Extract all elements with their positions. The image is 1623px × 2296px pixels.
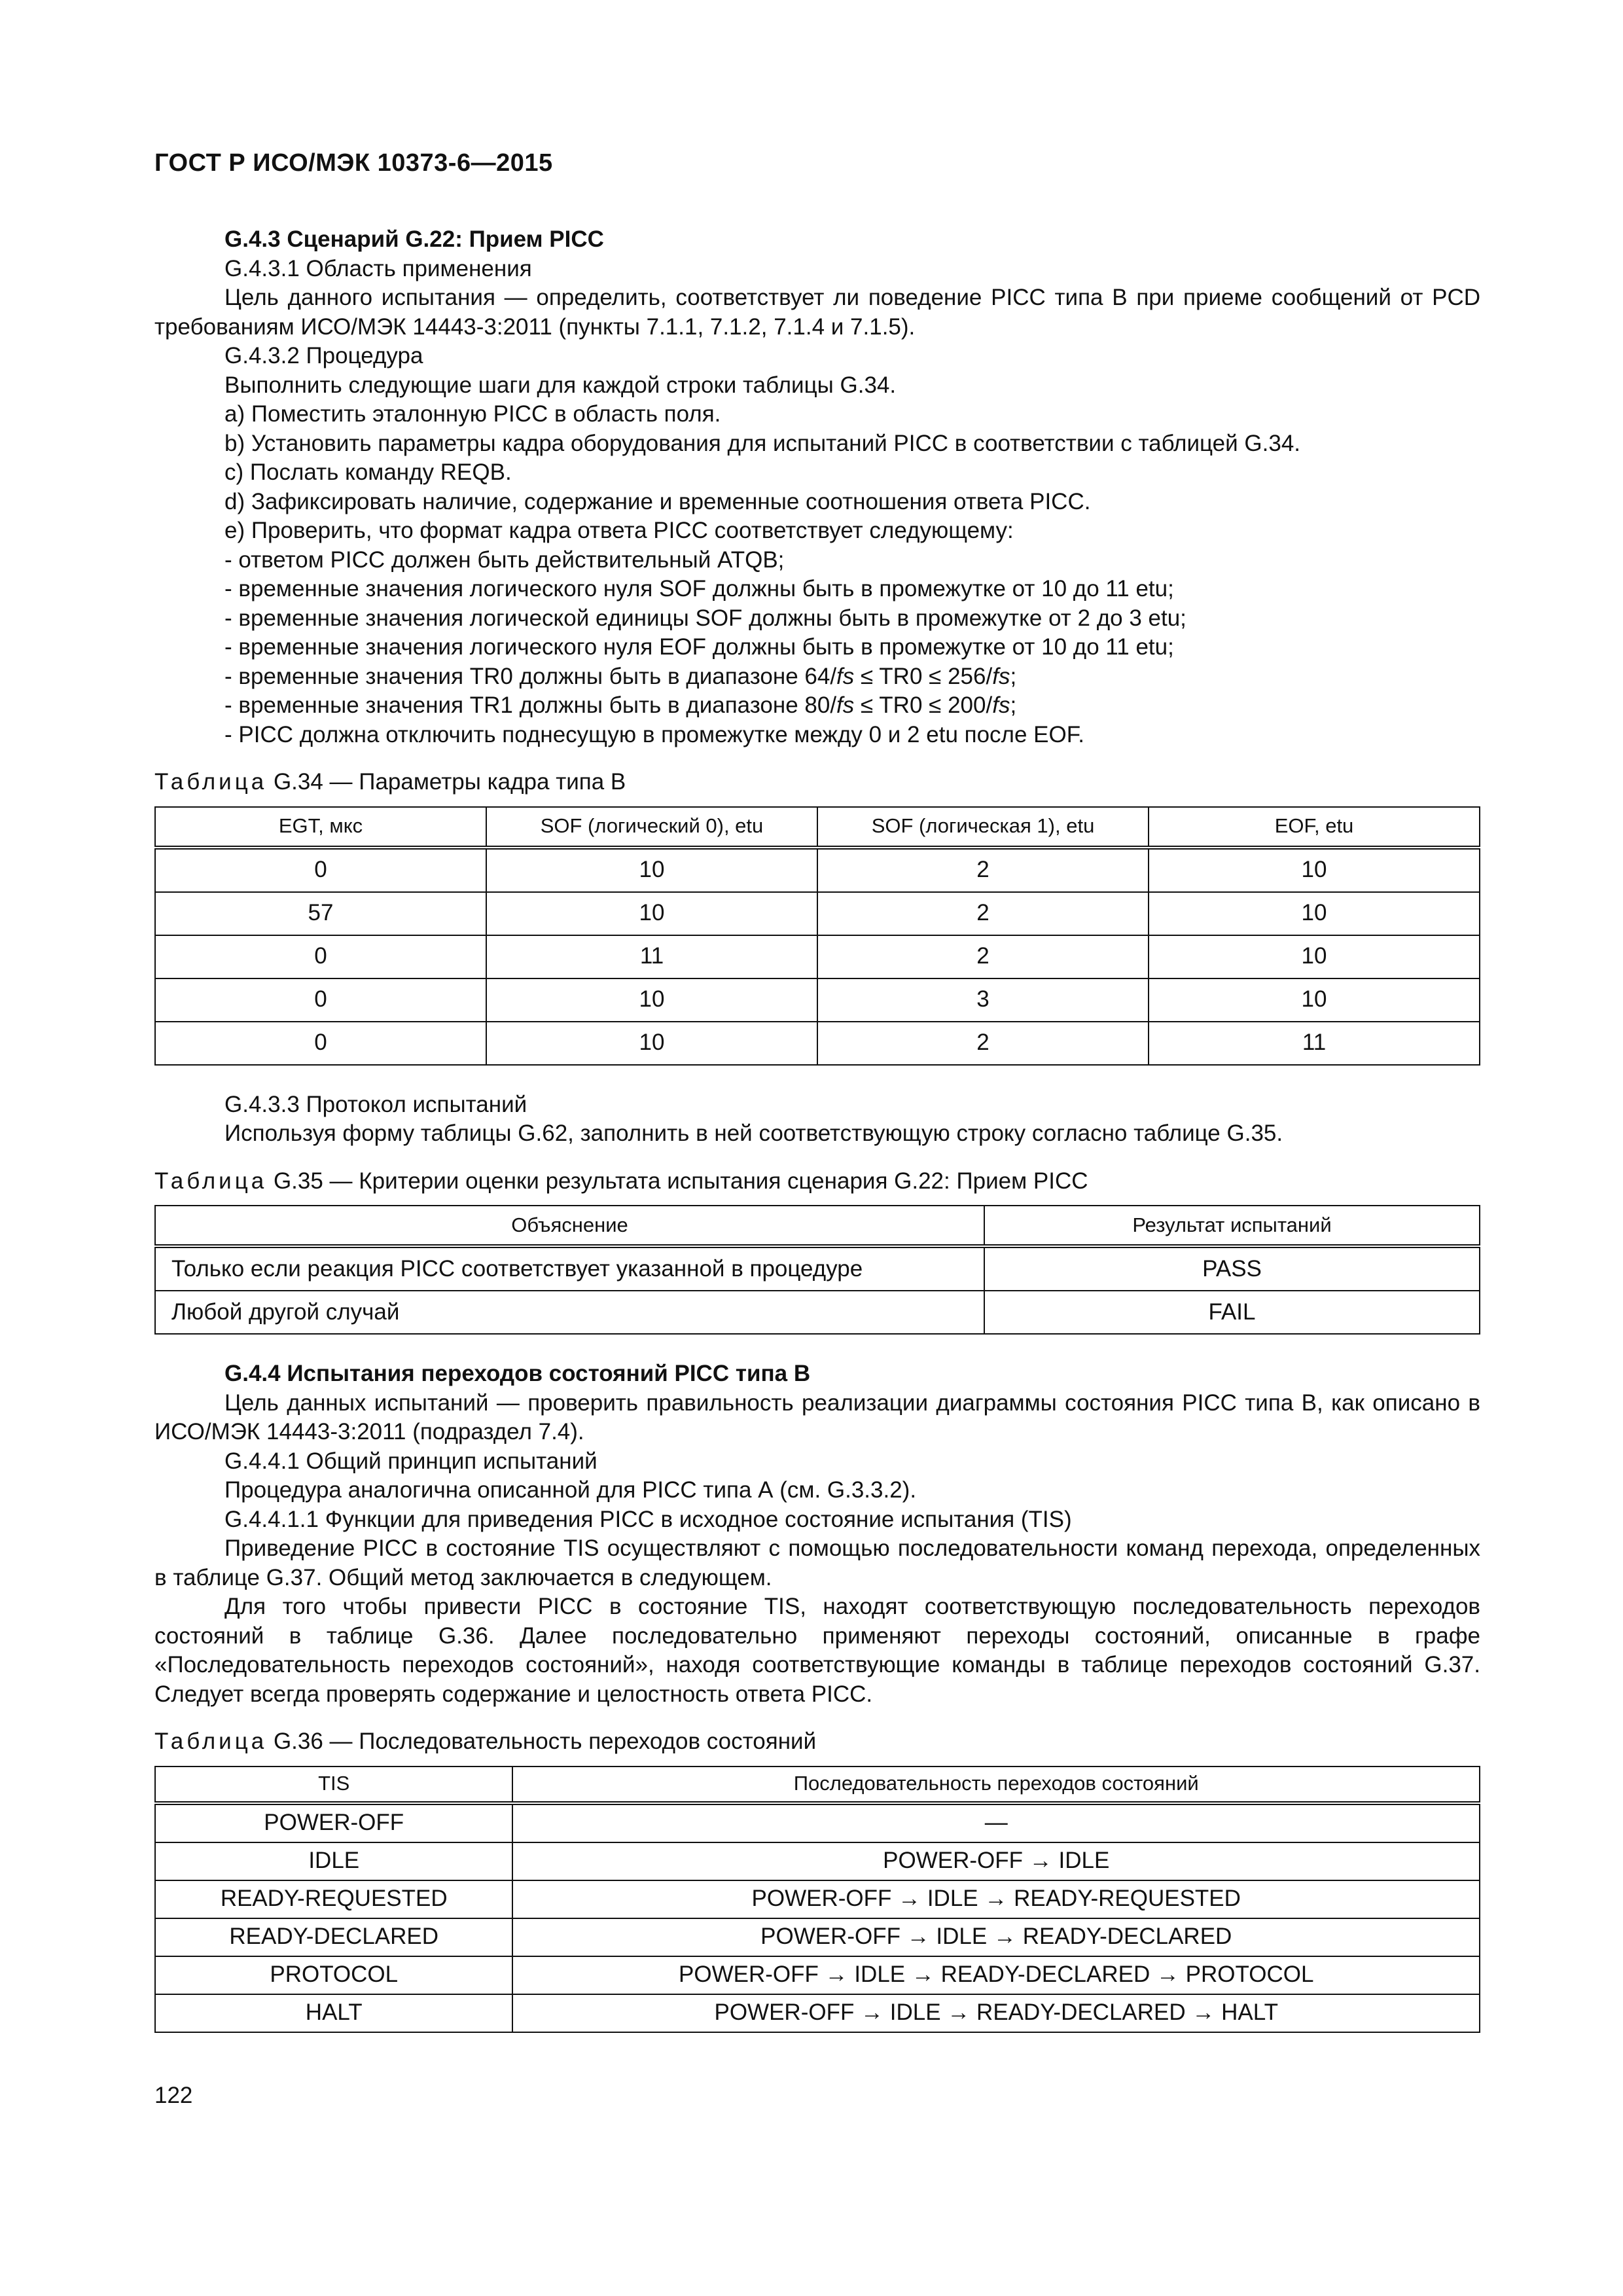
table-cell: 57 [155, 892, 486, 935]
subsection-title: G.4.4.1.1 Функции для приведения PICC в исходное состояние испытания (TIS) [224, 1506, 1072, 1532]
subsection-title: G.4.3.3 Протокол испытаний [224, 1091, 527, 1117]
paragraph: Для того чтобы привести PICC в состояние TIS, находят соответствующую последовательность переходов состояний в таблице G.36. Далее последовательно применяют переходы состояний, описанные в графе «Последовательность переходов состояний», находя соответствующие команды в таблице переходов состояний G.37. Следует всегда проверять содержание и целостность ответа PICC. [154, 1594, 1480, 1707]
table-cell: 11 [486, 935, 817, 978]
table-g35 [154, 1205, 1480, 1335]
procedure-line: - ответом PICC должен быть действительный ATQB; [224, 547, 785, 573]
column-header: EGT, мкс [155, 807, 486, 848]
table-cell: PROTOCOL [155, 1956, 512, 1994]
table-cell: 0 [155, 935, 486, 978]
column-header: Объяснение [155, 1206, 984, 1246]
table-g34 [154, 806, 1480, 1066]
table-cell: 10 [1149, 935, 1480, 978]
table-row [155, 1956, 1480, 1994]
table-row [155, 1022, 1480, 1065]
table-row [155, 1246, 1480, 1291]
table-cell: 2 [817, 935, 1149, 978]
table-cell: 10 [1149, 848, 1480, 892]
column-header: SOF (логическая 1), etu [817, 807, 1149, 848]
table-cell: Любой другой случай [155, 1291, 984, 1334]
paragraph: Используя форму таблицы G.62, заполнить в ней соответствующую строку согласно таблице G.35. [224, 1121, 1283, 1146]
section-heading-g43: G.4.3 Сценарий G.22: Прием PICC [224, 226, 604, 252]
table-row [155, 935, 1480, 978]
procedure-line: - временные значения логического нуля SOF должны быть в промежутке от 10 до 11 etu; [224, 576, 1174, 601]
paragraph: Цель данных испытаний — проверить правильность реализации диаграммы состояния PICC типа В, как описано в ИСО/МЭК 14443-3:2011 (подраздел 7.4). [154, 1390, 1480, 1444]
table-row [155, 1880, 1480, 1918]
table-row [155, 848, 1480, 892]
table-cell: 10 [486, 848, 817, 892]
table-cell: HALT [155, 1994, 512, 2032]
table-cell: POWER-OFF [155, 1803, 512, 1842]
subsection-title: G.4.3.1 Область применения [224, 255, 532, 281]
table-cell: POWER-OFF → IDLE → READY-DECLARED → HALT [512, 1994, 1480, 2032]
table-cell: — [512, 1803, 1480, 1842]
table-row [155, 1842, 1480, 1880]
table-caption-g36: Таблица G.36 — Последовательность переходов состояний [154, 1729, 817, 1754]
table-cell: 2 [817, 1022, 1149, 1065]
column-header: SOF (логический 0), etu [486, 807, 817, 848]
table-cell: POWER-OFF → IDLE [512, 1842, 1480, 1880]
table-cell: POWER-OFF → IDLE → READY-DECLARED → PROTOCOL [512, 1956, 1480, 1994]
table-cell: 0 [155, 1022, 486, 1065]
table-cell: 3 [817, 978, 1149, 1022]
table-cell: FAIL [984, 1291, 1480, 1334]
procedure-line: - временные значения логической единицы SOF должны быть в промежутке от 2 до 3 etu; [224, 605, 1186, 631]
column-header: Результат испытаний [984, 1206, 1480, 1246]
column-header: TIS [155, 1767, 512, 1803]
table-cell: PASS [984, 1246, 1480, 1291]
table-g36 [154, 1766, 1480, 2033]
table-cell: 10 [486, 978, 817, 1022]
table-cell: 10 [1149, 892, 1480, 935]
table-row [155, 1994, 1480, 2032]
page-number: 122 [154, 2083, 193, 2108]
table-cell: 10 [486, 1022, 817, 1065]
table-caption-g34: Таблица G.34 — Параметры кадра типа В [154, 769, 626, 795]
table-cell: 2 [817, 848, 1149, 892]
table-cell: 10 [486, 892, 817, 935]
subsection-title: G.4.3.2 Процедура [224, 343, 423, 368]
table-cell: 10 [1149, 978, 1480, 1022]
paragraph: Процедура аналогична описанной для PICC типа А (см. G.3.3.2). [224, 1477, 917, 1503]
procedure-line: - PICC должна отключить поднесущую в промежутке между 0 и 2 etu после EOF. [224, 721, 1084, 747]
table-row [155, 1803, 1480, 1842]
procedure-line: d) Зафиксировать наличие, содержание и временные соотношения ответа PICC. [224, 488, 1091, 514]
table-header-row [155, 1767, 1480, 1803]
table-cell: POWER-OFF → IDLE → READY-REQUESTED [512, 1880, 1480, 1918]
column-header: EOF, etu [1149, 807, 1480, 848]
subsection-title: G.4.4.1 Общий принцип испытаний [224, 1448, 597, 1474]
paragraph: Приведение PICC в состояние TIS осуществляют с помощью последовательности команд перехода, определенных в таблице G.37. Общий метод заключается в следующем. [154, 1535, 1480, 1590]
table-cell: 0 [155, 978, 486, 1022]
table-row [155, 1291, 1480, 1334]
page-header: ГОСТ Р ИСО/МЭК 10373-6—2015 [154, 149, 553, 177]
paragraph: Цель данного испытания — определить, соответствует ли поведение PICC типа В при приеме сообщений от PCD требованиям ИСО/МЭК 14443-3:2011 (пункты 7.1.1, 7.1.2, 7.1.4 и 7.1.5). [154, 285, 1480, 340]
table-row [155, 978, 1480, 1022]
column-header: Последовательность переходов состояний [512, 1767, 1480, 1803]
procedure-line: - временные значения логического нуля EOF должны быть в промежутке от 10 до 11 etu; [224, 634, 1174, 660]
table-cell: READY-REQUESTED [155, 1880, 512, 1918]
procedure-line-tr1: - временные значения TR1 должны быть в диапазоне 80/fs ≤ TR0 ≤ 200/fs; [224, 692, 1017, 718]
section-heading-g44: G.4.4 Испытания переходов состояний PICC типа В [224, 1361, 811, 1386]
table-cell: 11 [1149, 1022, 1480, 1065]
table-caption-g35: Таблица G.35 — Критерии оценки результата испытания сценария G.22: Прием PICC [154, 1168, 1088, 1194]
procedure-line: a) Поместить эталонную PICC в область поля. [224, 401, 721, 427]
table-cell: Только если реакция PICC соответствует указанной в процедуре [155, 1246, 984, 1291]
table-header-row [155, 1206, 1480, 1246]
table-row [155, 1918, 1480, 1956]
table-cell: 2 [817, 892, 1149, 935]
procedure-line: b) Установить параметры кадра оборудования для испытаний PICC в соответствии с таблицей G.34. [224, 430, 1301, 456]
procedure-line: c) Послать команду REQB. [224, 459, 512, 485]
table-cell: READY-DECLARED [155, 1918, 512, 1956]
table-cell: POWER-OFF → IDLE → READY-DECLARED [512, 1918, 1480, 1956]
table-header-row [155, 807, 1480, 848]
procedure-line: Выполнить следующие шаги для каждой строки таблицы G.34. [224, 372, 897, 398]
table-cell: 0 [155, 848, 486, 892]
procedure-line: e) Проверить, что формат кадра ответа PICC соответствует следующему: [224, 518, 1014, 543]
table-row [155, 892, 1480, 935]
procedure-line-tr0: - временные значения TR0 должны быть в диапазоне 64/fs ≤ TR0 ≤ 256/fs; [224, 663, 1017, 689]
table-cell: IDLE [155, 1842, 512, 1880]
page-content [154, 225, 1480, 2058]
